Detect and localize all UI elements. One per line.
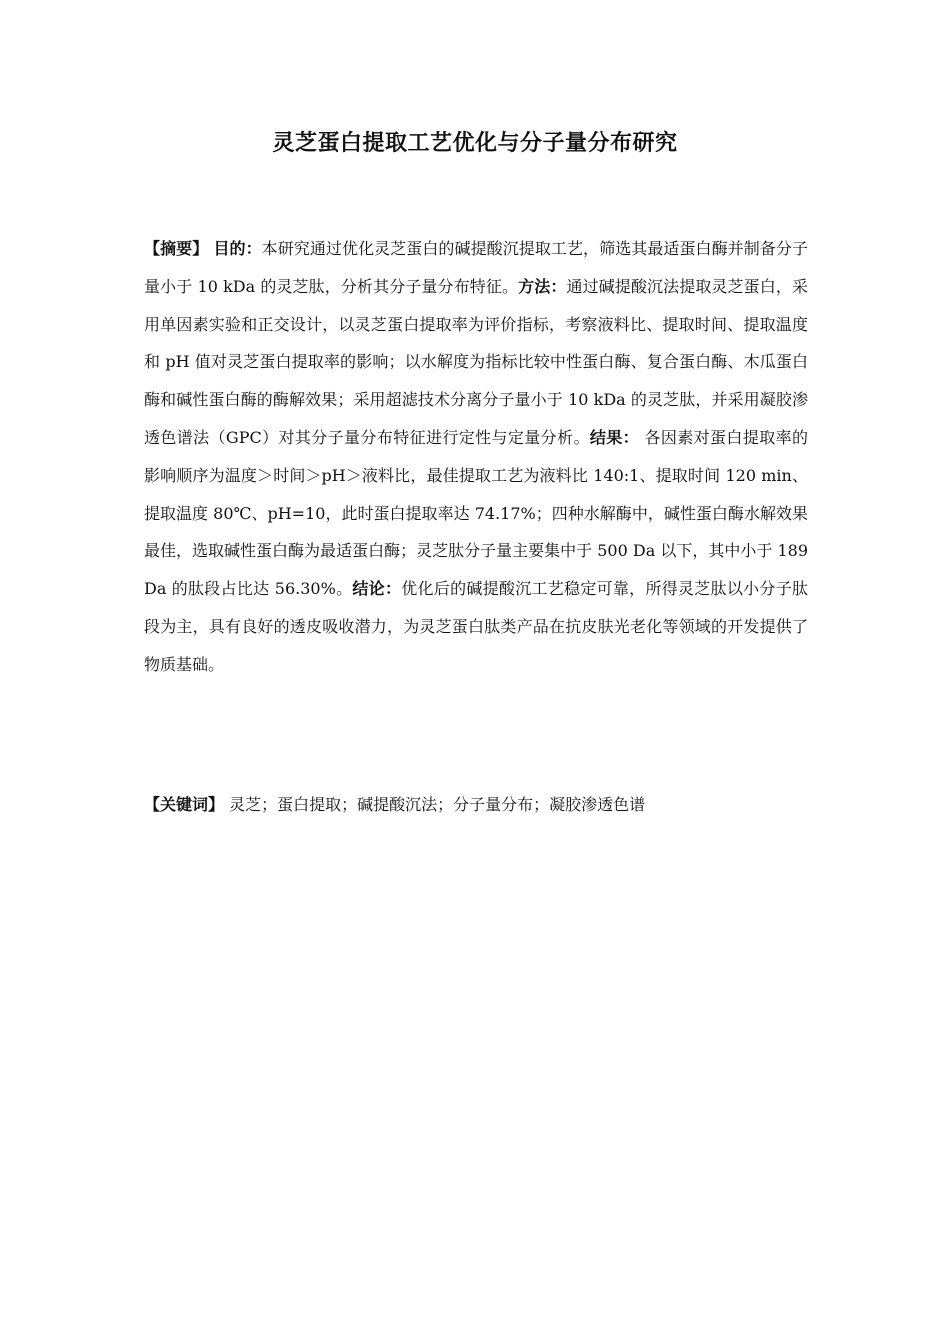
objective-label: 目的： [213,239,262,258]
keywords-section [144,786,808,824]
abstract-section [144,230,808,684]
conclusion-text: 优化后的碱提酸沉工艺稳定可靠，所得灵芝肽以小分子肽段为主，具有良好的透皮吸收潜力，为灵芝蛋白肽类产品在抗皮肤光老化等领域的开发提供了物质基础。 [144,579,808,674]
methods-text: 通过碱提酸沉法提取灵芝蛋白，采用单因素实验和正交设计，以灵芝蛋白提取率为评价指标，考察液料比、提取时间、提取温度和 pH 值对灵芝蛋白提取率的影响；以水解度为指标比较中性蛋白酶、复合蛋白酶、木瓜蛋白酶和碱性蛋白酶的酶解效果；采用超滤技术分离分子量小于 10 kDa 的灵芝肽，并采用凝胶渗透色谱法（GPC）对其分子量分布特征进行定性与定量分析。 [144,276,808,447]
objective-text: 本研究通过优化灵芝蛋白的碱提酸沉提取工艺，筛选其最适蛋白酶并制备分子量小于 10 kDa 的灵芝肽，分析其分子量分布特征。 [144,239,808,296]
keywords-text: 灵芝；蛋白提取；碱提酸沉法；分子量分布；凝胶渗透色谱 [229,795,646,814]
methods-label: 方法： [518,276,567,296]
abstract-label: 【摘要】 [144,239,209,258]
keywords-label: 【关键词】 [144,795,225,814]
results-text: 各因素对蛋白提取率的影响顺序为温度＞时间＞pH＞液料比，最佳提取工艺为液料比 140:1、提取时间 120 min、提取温度 80℃、pH=10，此时蛋白提取率达 74.17%；四种水解酶中，碱性蛋白酶水解效果最佳，选取碱性蛋白酶为最适蛋白酶；灵芝肽分子量主要集中于 500 Da 以下，其中小于 189 Da 的肽段占比达 56.30%。 [144,427,808,599]
conclusion-label: 结论： [352,579,402,599]
results-label: 结果： [589,427,640,447]
paper-title: 灵芝蛋白提取工艺优化与分子量分布研究 [272,131,678,156]
